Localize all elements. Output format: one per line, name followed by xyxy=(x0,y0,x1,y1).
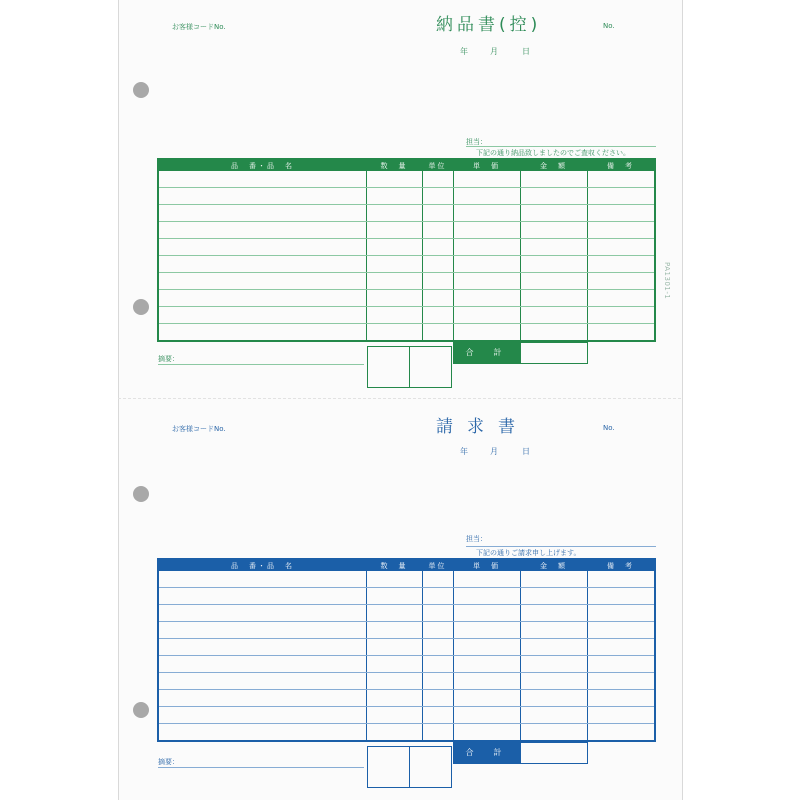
table-cell[interactable] xyxy=(366,690,422,707)
table-cell[interactable] xyxy=(453,605,520,622)
table-cell[interactable] xyxy=(520,588,587,605)
table-cell[interactable] xyxy=(520,205,587,222)
invoice-message: 下記の通りご請求申し上げます。 xyxy=(476,549,581,557)
table-cell[interactable] xyxy=(587,639,655,656)
table-cell[interactable] xyxy=(366,290,422,307)
table-cell[interactable] xyxy=(520,639,587,656)
table-cell[interactable] xyxy=(158,605,366,622)
table-cell[interactable] xyxy=(366,171,422,188)
table-cell[interactable] xyxy=(587,273,655,290)
invoice-section xyxy=(0,400,800,800)
table-cell[interactable] xyxy=(453,290,520,307)
table-row xyxy=(158,324,655,342)
table-cell[interactable] xyxy=(587,324,655,342)
staff-label: 担当： xyxy=(466,535,487,543)
table-cell[interactable] xyxy=(158,273,366,290)
table-row xyxy=(158,724,655,742)
total-field[interactable] xyxy=(520,342,588,364)
total-label: 合 計 xyxy=(453,742,520,764)
table-cell[interactable] xyxy=(366,239,422,256)
table-cell[interactable] xyxy=(453,307,520,324)
day-label: 日 xyxy=(522,447,530,456)
table-cell[interactable] xyxy=(587,605,655,622)
table-cell[interactable] xyxy=(158,724,366,742)
table-cell[interactable] xyxy=(422,205,453,222)
table-cell[interactable] xyxy=(158,222,366,239)
stamp-cell xyxy=(410,347,451,387)
summary-line xyxy=(158,364,364,365)
table-cell[interactable] xyxy=(453,273,520,290)
customer-code-label: お客様コードNo. xyxy=(172,425,226,433)
table-cell[interactable] xyxy=(520,622,587,639)
table-cell[interactable] xyxy=(366,188,422,205)
table-cell[interactable] xyxy=(422,290,453,307)
table-cell[interactable] xyxy=(422,673,453,690)
table-cell[interactable] xyxy=(366,324,422,342)
table-header xyxy=(158,559,655,571)
table-cell[interactable] xyxy=(587,690,655,707)
table-cell[interactable] xyxy=(520,188,587,205)
month-label: 月 xyxy=(490,47,498,56)
stamp-cell xyxy=(368,747,410,787)
table-cell[interactable] xyxy=(453,256,520,273)
table-row xyxy=(158,239,655,256)
table-cell[interactable] xyxy=(587,724,655,742)
table-cell[interactable] xyxy=(158,673,366,690)
table-cell[interactable] xyxy=(158,622,366,639)
table-cell[interactable] xyxy=(587,307,655,324)
table-cell[interactable] xyxy=(422,707,453,724)
table-cell[interactable] xyxy=(366,622,422,639)
table-cell[interactable] xyxy=(520,724,587,742)
table-row xyxy=(158,571,655,588)
staff-line xyxy=(466,546,656,547)
column-header: 金 額 xyxy=(520,159,587,171)
column-header: 品 番・品 名 xyxy=(158,159,366,171)
table-cell[interactable] xyxy=(587,205,655,222)
table-cell[interactable] xyxy=(422,639,453,656)
table-cell[interactable] xyxy=(366,588,422,605)
table-cell[interactable] xyxy=(366,639,422,656)
table-cell[interactable] xyxy=(587,622,655,639)
table-cell[interactable] xyxy=(520,673,587,690)
table-cell[interactable] xyxy=(453,724,520,742)
table-cell[interactable] xyxy=(422,656,453,673)
column-header: 数 量 xyxy=(366,559,422,571)
table-cell[interactable] xyxy=(587,673,655,690)
table-cell[interactable] xyxy=(422,273,453,290)
table-cell[interactable] xyxy=(520,605,587,622)
total-field[interactable] xyxy=(520,742,588,764)
table-cell[interactable] xyxy=(587,656,655,673)
table-cell[interactable] xyxy=(587,290,655,307)
table-cell[interactable] xyxy=(366,205,422,222)
column-header: 単 価 xyxy=(453,159,520,171)
table-row xyxy=(158,656,655,673)
table-cell[interactable] xyxy=(366,673,422,690)
staff-line xyxy=(466,146,656,147)
table-cell[interactable] xyxy=(453,171,520,188)
stamp-cell xyxy=(368,347,410,387)
table-cell[interactable] xyxy=(422,222,453,239)
table-cell[interactable] xyxy=(520,324,587,342)
table-cell[interactable] xyxy=(520,256,587,273)
table-cell[interactable] xyxy=(422,307,453,324)
table-cell[interactable] xyxy=(453,588,520,605)
table-cell[interactable] xyxy=(158,571,366,588)
table-cell[interactable] xyxy=(587,222,655,239)
delivery-message: 下記の通り納品致しましたのでご査収ください。 xyxy=(476,149,630,157)
table-cell[interactable] xyxy=(453,673,520,690)
number-label: No. xyxy=(603,22,615,30)
table-cell[interactable] xyxy=(422,239,453,256)
table-cell[interactable] xyxy=(587,707,655,724)
column-header: 単位 xyxy=(422,559,453,571)
table-cell[interactable] xyxy=(158,188,366,205)
table-cell[interactable] xyxy=(158,324,366,342)
table-cell[interactable] xyxy=(366,256,422,273)
table-cell[interactable] xyxy=(366,307,422,324)
column-header: 品 番・品 名 xyxy=(158,559,366,571)
table-cell[interactable] xyxy=(587,171,655,188)
table-cell[interactable] xyxy=(520,239,587,256)
table-cell[interactable] xyxy=(587,256,655,273)
table-cell[interactable] xyxy=(366,707,422,724)
document-title: 納品書(控) xyxy=(436,15,542,35)
table-cell[interactable] xyxy=(422,256,453,273)
month-label: 月 xyxy=(490,447,498,456)
table-cell[interactable] xyxy=(520,290,587,307)
table-cell[interactable] xyxy=(453,571,520,588)
table-cell[interactable] xyxy=(158,656,366,673)
stamp-cell xyxy=(410,747,451,787)
document-title: 請求書 xyxy=(436,417,529,437)
column-header: 備 考 xyxy=(587,159,655,171)
customer-code-label: お客様コードNo. xyxy=(172,23,226,31)
table-cell[interactable] xyxy=(422,690,453,707)
stamp-box xyxy=(367,746,452,788)
table-header xyxy=(158,159,655,171)
table-row xyxy=(158,171,655,188)
table-cell[interactable] xyxy=(366,724,422,742)
table-cell[interactable] xyxy=(422,588,453,605)
table-row xyxy=(158,307,655,324)
number-label: No. xyxy=(603,424,615,432)
table-cell[interactable] xyxy=(422,324,453,342)
table-cell[interactable] xyxy=(587,188,655,205)
table-cell[interactable] xyxy=(158,707,366,724)
table-cell[interactable] xyxy=(422,622,453,639)
column-header: 単位 xyxy=(422,159,453,171)
table-cell[interactable] xyxy=(453,324,520,342)
table-cell[interactable] xyxy=(520,171,587,188)
table-cell[interactable] xyxy=(453,239,520,256)
table-cell[interactable] xyxy=(453,656,520,673)
table-row xyxy=(158,222,655,239)
summary-label: 摘要： xyxy=(158,355,179,363)
table-cell[interactable] xyxy=(453,639,520,656)
table-cell[interactable] xyxy=(158,171,366,188)
table-cell[interactable] xyxy=(520,307,587,324)
table-cell[interactable] xyxy=(453,690,520,707)
table-row xyxy=(158,205,655,222)
table-cell[interactable] xyxy=(587,239,655,256)
column-header: 備 考 xyxy=(587,559,655,571)
table-cell[interactable] xyxy=(158,256,366,273)
column-header: 単 価 xyxy=(453,559,520,571)
table-cell[interactable] xyxy=(366,273,422,290)
table-cell[interactable] xyxy=(158,205,366,222)
table-body xyxy=(158,171,655,341)
table-cell[interactable] xyxy=(366,656,422,673)
table-cell[interactable] xyxy=(587,571,655,588)
table-row xyxy=(158,290,655,307)
table-row xyxy=(158,188,655,205)
table-cell[interactable] xyxy=(158,639,366,656)
items-table xyxy=(157,158,656,342)
table-row xyxy=(158,639,655,656)
table-row xyxy=(158,273,655,290)
day-label: 日 xyxy=(522,47,530,56)
table-cell[interactable] xyxy=(520,690,587,707)
table-cell[interactable] xyxy=(453,205,520,222)
year-label: 年 xyxy=(460,447,468,456)
summary-label: 摘要： xyxy=(158,758,179,766)
items-table xyxy=(157,558,656,742)
table-cell[interactable] xyxy=(158,690,366,707)
table-cell[interactable] xyxy=(366,571,422,588)
table-cell[interactable] xyxy=(158,307,366,324)
table-row xyxy=(158,605,655,622)
year-label: 年 xyxy=(460,47,468,56)
table-row xyxy=(158,707,655,724)
table-body xyxy=(158,571,655,741)
column-header: 金 額 xyxy=(520,559,587,571)
table-cell[interactable] xyxy=(453,707,520,724)
table-cell[interactable] xyxy=(520,273,587,290)
table-cell[interactable] xyxy=(453,188,520,205)
table-cell[interactable] xyxy=(520,571,587,588)
table-cell[interactable] xyxy=(520,222,587,239)
table-cell[interactable] xyxy=(520,656,587,673)
table-row xyxy=(158,673,655,690)
form-code: PA1301-1 xyxy=(663,262,671,300)
table-cell[interactable] xyxy=(158,588,366,605)
table-cell[interactable] xyxy=(422,724,453,742)
table-row xyxy=(158,690,655,707)
table-cell[interactable] xyxy=(158,290,366,307)
table-cell[interactable] xyxy=(422,571,453,588)
table-cell[interactable] xyxy=(453,222,520,239)
table-cell[interactable] xyxy=(366,222,422,239)
table-cell[interactable] xyxy=(587,588,655,605)
table-row xyxy=(158,622,655,639)
table-cell[interactable] xyxy=(422,605,453,622)
table-cell[interactable] xyxy=(453,622,520,639)
table-cell[interactable] xyxy=(422,171,453,188)
table-cell[interactable] xyxy=(520,707,587,724)
table-row xyxy=(158,256,655,273)
table-cell[interactable] xyxy=(158,239,366,256)
stamp-box xyxy=(367,346,452,388)
column-header: 数 量 xyxy=(366,159,422,171)
table-row xyxy=(158,588,655,605)
total-label: 合 計 xyxy=(453,342,520,364)
staff-label: 担当： xyxy=(466,138,487,146)
table-cell[interactable] xyxy=(422,188,453,205)
summary-line xyxy=(158,767,364,768)
table-cell[interactable] xyxy=(366,605,422,622)
